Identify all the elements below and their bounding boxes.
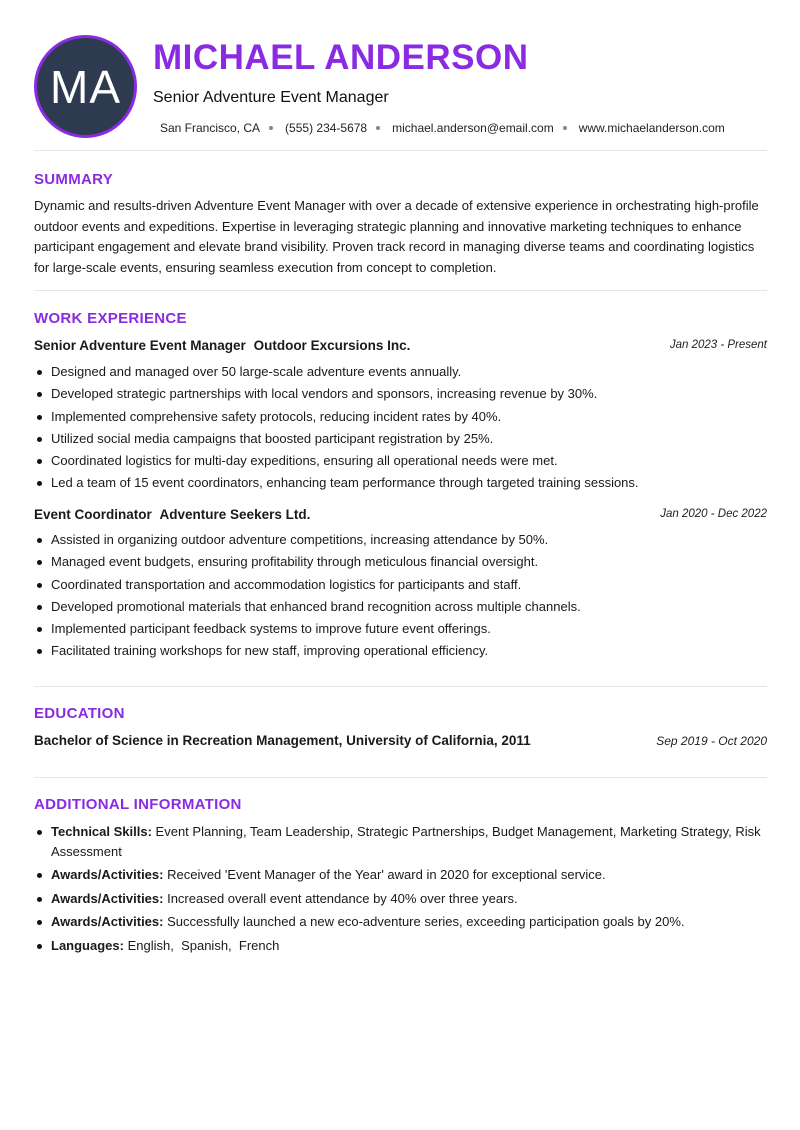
list-item <box>51 936 767 956</box>
list-item: Managed event budgets, ensuring profitability through meticulous financial oversight. <box>51 552 767 574</box>
separator-dot-icon <box>376 126 380 130</box>
info-text: English, Spanish, French <box>127 937 280 953</box>
job-company: Adventure Seekers Ltd. <box>159 507 311 522</box>
info-label: Awards/Activities: <box>51 914 164 929</box>
job-title: Senior Adventure Event Manager <box>153 89 389 106</box>
info-label: Awards/Activities: <box>51 867 164 882</box>
education-dates: Sep 2019 - Oct 2020 <box>656 734 767 748</box>
divider <box>34 686 767 687</box>
education-degree: Bachelor of Science in Recreation Management, University of California, 2011 <box>34 733 531 748</box>
job-role: Senior Adventure Event Manager <box>34 338 246 353</box>
additional-info-list <box>51 822 767 959</box>
education-entry <box>34 733 767 748</box>
list-item: Implemented participant feedback systems to improve future event offerings. <box>51 619 767 641</box>
job-dates: Jan 2023 - Present <box>669 339 767 351</box>
work-experience-heading: WORK EXPERIENCE <box>34 310 187 327</box>
list-item: Assisted in organizing outdoor adventure competitions, increasing attendance by 50%. <box>51 530 767 552</box>
contact-bar <box>160 121 725 135</box>
list-item: Implemented comprehensive safety protocols, reducing incident rates by 40%. <box>51 407 767 429</box>
resume-header <box>0 0 800 150</box>
list-item: Utilized social media campaigns that boosted participant registration by 25%. <box>51 429 767 451</box>
divider <box>34 777 767 778</box>
info-text: Event Planning, Team Leadership, Strategic Partnerships, Budget Management, Marketing Strategy, Risk Assessment <box>51 824 761 859</box>
separator-dot-icon <box>269 126 273 130</box>
list-item <box>51 865 767 885</box>
avatar-initials: MA <box>50 60 121 113</box>
info-text: Received 'Event Manager of the Year' award in 2020 for exceptional service. <box>167 867 606 882</box>
list-item: Coordinated transportation and accommodation logistics for participants and staff. <box>51 575 767 597</box>
list-item <box>51 912 767 932</box>
contact-phone: (555) 234-5678 <box>285 121 368 135</box>
contact-email[interactable]: michael.anderson@email.com <box>392 121 554 135</box>
info-label: Awards/Activities: <box>51 890 164 906</box>
list-item <box>51 889 767 909</box>
list-item: Led a team of 15 event coordinators, enhancing team performance through targeted training sessions. <box>51 473 767 495</box>
contact-website[interactable]: www.michaelanderson.com <box>578 121 725 135</box>
list-item: Facilitated training workshops for new staff, improving operational efficiency. <box>51 641 767 663</box>
education-heading: EDUCATION <box>34 705 125 722</box>
additional-information-heading: ADDITIONAL INFORMATION <box>34 796 242 813</box>
list-item: Developed strategic partnerships with local vendors and sponsors, increasing revenue by 30%. <box>51 384 767 406</box>
info-label: Technical Skills: <box>51 824 152 839</box>
info-label: Languages: <box>51 937 124 953</box>
job-company: Outdoor Excursions Inc. <box>253 338 411 353</box>
separator-dot-icon <box>563 126 567 130</box>
candidate-name: MICHAEL ANDERSON <box>153 38 529 77</box>
job-bullets <box>51 362 767 496</box>
job-role: Event Coordinator <box>34 507 152 522</box>
divider <box>34 290 767 291</box>
job-dates: Jan 2020 - Dec 2022 <box>660 508 767 520</box>
info-text: Increased overall event attendance by 40% over three years. <box>167 890 518 906</box>
job-header <box>34 338 767 356</box>
job-bullets <box>51 530 767 664</box>
divider <box>34 150 767 151</box>
contact-location: San Francisco, CA <box>160 121 261 135</box>
summary-text: Dynamic and results-driven Adventure Event Manager with over a decade of extensive experience in orchestrating high-profile outdoor events and expeditions. Expertise in leveraging strategic planning and innovative marketing techniques to enhance participant engagement and elevate brand visibility. Proven track record in managing diverse teams and coordinating logistics for large-scale events, ensuring seamless execution from concept to completion. <box>34 198 759 275</box>
summary-heading: SUMMARY <box>34 171 114 188</box>
list-item: Coordinated logistics for multi-day expeditions, ensuring all operational needs were met. <box>51 451 767 473</box>
job-header <box>34 507 767 525</box>
info-text: Successfully launched a new eco-adventure series, exceeding participation goals by 20%. <box>167 914 685 929</box>
list-item: Designed and managed over 50 large-scale adventure events annually. <box>51 362 767 384</box>
avatar <box>34 35 137 138</box>
list-item <box>51 822 767 861</box>
list-item: Developed promotional materials that enhanced brand recognition across multiple channels. <box>51 597 767 619</box>
